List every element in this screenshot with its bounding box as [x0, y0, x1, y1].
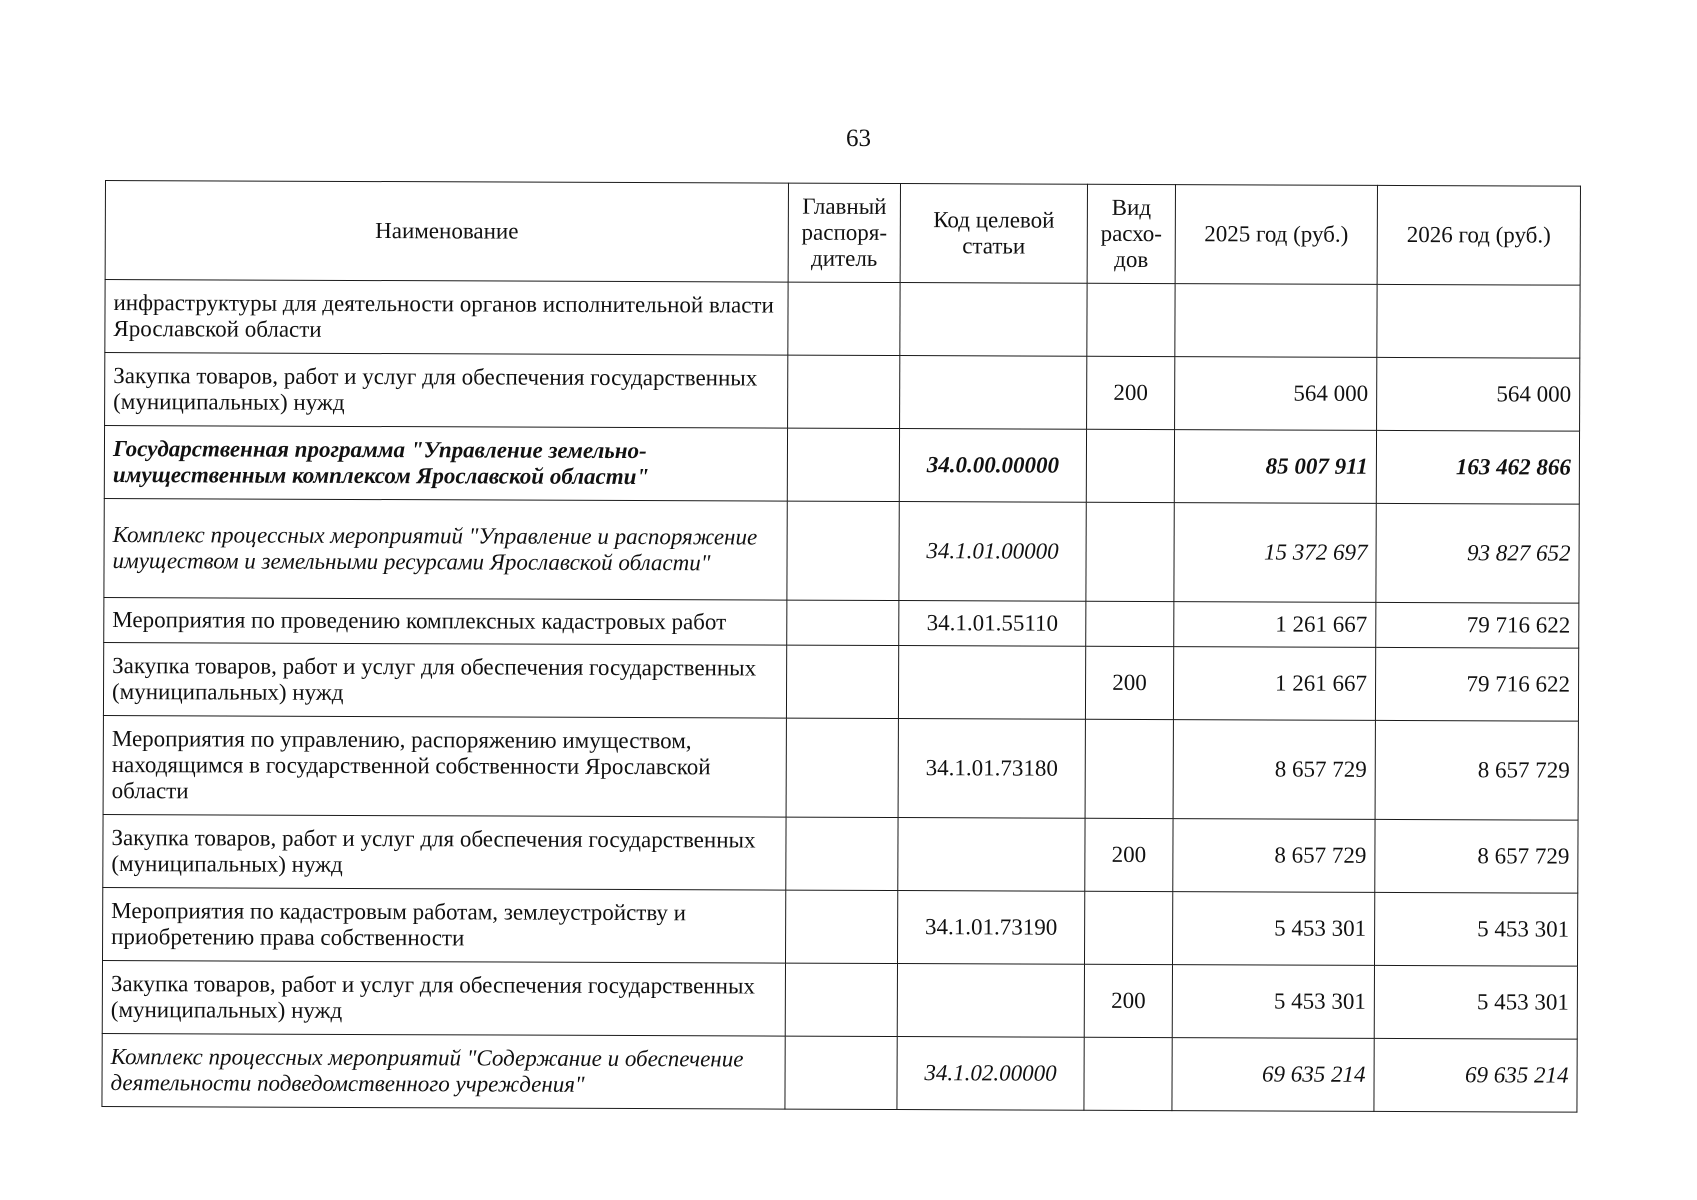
row-kind	[1084, 891, 1172, 964]
row-manager	[788, 355, 900, 428]
budget-table	[101, 180, 1581, 1113]
row-kind: 200	[1087, 356, 1175, 429]
row-2026: 564 000	[1377, 357, 1580, 431]
table-row	[103, 814, 1578, 893]
row-code	[898, 646, 1085, 720]
table-row	[103, 887, 1578, 966]
row-kind: 200	[1085, 818, 1173, 891]
row-manager	[785, 890, 897, 963]
row-name: Государственная программа "Управление земельно-имущественным комплексом Ярославской области"	[104, 426, 787, 502]
header-kind: Вид расхо-дов	[1087, 184, 1175, 283]
header-name: Наименование	[105, 181, 788, 283]
table-row	[102, 1033, 1577, 1112]
row-2025: 1 261 667	[1173, 647, 1375, 721]
row-manager	[786, 817, 898, 890]
row-manager	[787, 428, 899, 501]
row-code	[900, 283, 1087, 357]
row-name: Мероприятия по проведению комплексных кадастровых работ	[104, 597, 787, 645]
table-header-row	[105, 181, 1580, 286]
row-2026: 5 453 301	[1374, 965, 1577, 1039]
row-2026	[1377, 284, 1580, 358]
header-code: Код целевой статьи	[900, 184, 1087, 284]
row-kind	[1086, 502, 1174, 601]
row-2026: 163 462 866	[1376, 430, 1579, 504]
row-kind	[1086, 429, 1174, 502]
row-name: Закупка товаров, работ и услуг для обеспечения государственных (муниципальных) нужд	[103, 642, 786, 718]
row-name: Мероприятия по управлению, распоряжению имуществом, находящимся в государственной собственности Ярославской области	[103, 715, 786, 817]
table-row	[104, 597, 1579, 648]
row-2025: 15 372 697	[1174, 503, 1376, 603]
row-name: Закупка товаров, работ и услуг для обеспечения государственных (муниципальных) нужд	[102, 960, 785, 1036]
row-manager	[787, 600, 899, 645]
row-manager	[786, 645, 898, 718]
row-2026: 8 657 729	[1375, 720, 1578, 820]
row-2026: 69 635 214	[1374, 1038, 1577, 1112]
row-2025: 1 261 667	[1174, 602, 1376, 648]
row-2026: 8 657 729	[1375, 819, 1578, 893]
row-kind: 200	[1085, 646, 1173, 719]
header-manager: Главный распоря-дитель	[788, 183, 900, 282]
row-code: 34.0.00.00000	[899, 429, 1086, 503]
row-code: 34.1.01.73190	[897, 891, 1084, 965]
row-2026: 5 453 301	[1374, 892, 1577, 966]
row-2025: 85 007 911	[1174, 430, 1376, 504]
table-row	[105, 280, 1580, 359]
row-2026: 79 716 622	[1375, 647, 1578, 721]
row-manager	[788, 282, 900, 355]
table-row	[102, 960, 1577, 1039]
row-code	[897, 964, 1084, 1038]
table-row	[103, 715, 1578, 820]
row-name: Закупка товаров, работ и услуг для обеспечения государственных (муниципальных) нужд	[103, 814, 786, 890]
row-name: Комплекс процессных мероприятий "Содержание и обеспечение деятельности подведомственного учреждения"	[102, 1033, 785, 1109]
row-code: 34.1.01.73180	[898, 719, 1085, 819]
row-2025	[1175, 284, 1377, 358]
row-2025: 69 635 214	[1172, 1038, 1374, 1112]
row-2026: 79 716 622	[1376, 602, 1579, 648]
row-kind: 200	[1084, 964, 1172, 1037]
row-2025: 8 657 729	[1173, 819, 1375, 893]
row-code: 34.1.02.00000	[897, 1037, 1084, 1111]
header-2026: 2026 год (руб.)	[1377, 185, 1580, 285]
row-name: Комплекс процессных мероприятий "Управление и распоряжение имуществом и земельными ресурсами Ярославской области"	[104, 498, 787, 600]
row-manager	[785, 1036, 897, 1109]
row-manager	[787, 501, 899, 600]
header-2025: 2025 год (руб.)	[1175, 185, 1377, 285]
row-name: Закупка товаров, работ и услуг для обеспечения государственных (муниципальных) нужд	[105, 353, 788, 429]
table-row	[105, 353, 1580, 432]
row-2025: 564 000	[1175, 357, 1377, 431]
table-row	[104, 426, 1579, 505]
row-2025: 5 453 301	[1172, 892, 1374, 966]
row-2026: 93 827 652	[1376, 503, 1579, 603]
row-manager	[786, 718, 898, 817]
table-row	[104, 498, 1579, 603]
row-kind	[1087, 283, 1175, 356]
row-name: Мероприятия по кадастровым работам, землеустройству и приобретению права собственности	[103, 887, 786, 963]
row-kind	[1086, 601, 1174, 646]
row-2025: 5 453 301	[1172, 965, 1374, 1039]
row-manager	[785, 963, 897, 1036]
row-name: инфраструктуры для деятельности органов исполнительной власти Ярославской области	[105, 280, 788, 356]
row-code	[898, 818, 1085, 892]
row-code	[900, 356, 1087, 430]
row-2025: 8 657 729	[1173, 720, 1375, 820]
row-kind	[1084, 1037, 1172, 1110]
page-number: 63	[846, 125, 871, 152]
table-row	[103, 642, 1578, 721]
row-code: 34.1.01.00000	[899, 502, 1086, 602]
row-code: 34.1.01.55110	[899, 601, 1086, 647]
row-kind	[1085, 719, 1173, 818]
